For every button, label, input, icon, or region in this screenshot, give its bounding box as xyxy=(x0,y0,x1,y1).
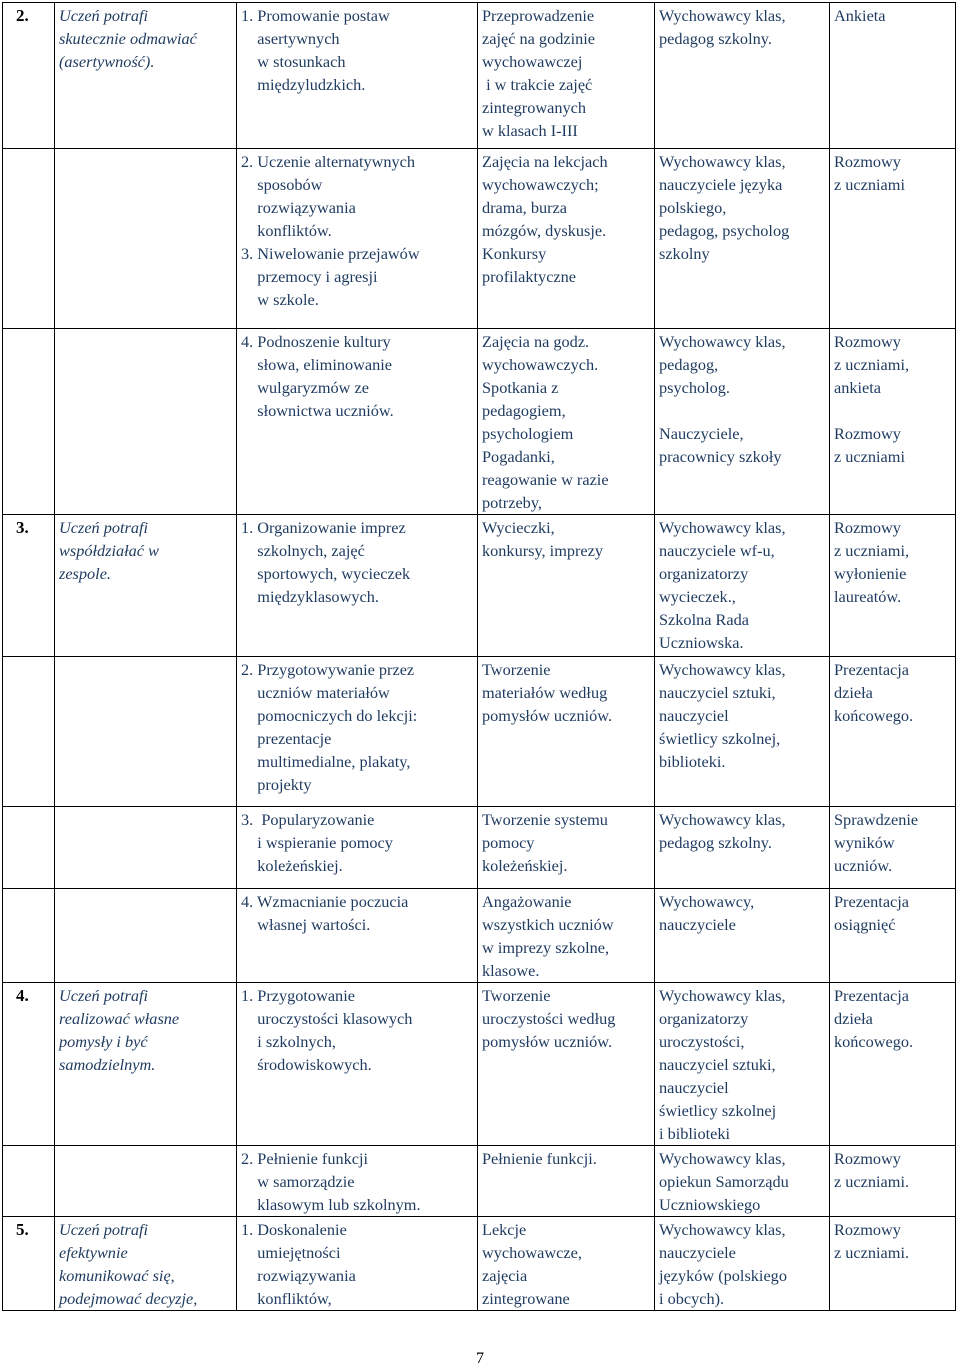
cell-task-text xyxy=(237,807,478,889)
evaluation-text-line: Rozmowy xyxy=(834,424,901,443)
table-row xyxy=(3,889,956,983)
cell-goal-number xyxy=(3,983,55,1146)
cell-goal-text xyxy=(55,3,237,149)
cell-goal-number xyxy=(3,889,55,983)
cell-evaluation-text xyxy=(830,329,956,515)
responsible-text-line: Wychowawcy, xyxy=(659,892,755,911)
cell-evaluation-text xyxy=(830,1146,956,1217)
method-text-line: w imprezy szkolne, xyxy=(482,938,610,957)
task-text-line: środowiskowych. xyxy=(241,1055,372,1074)
task-text-line: wulgaryzmów ze xyxy=(241,378,369,397)
goal-text-line: Uczeń potrafi xyxy=(59,1220,149,1239)
method-text-line: wychowawczych. xyxy=(482,355,599,374)
evaluation-text-line: Prezentacja xyxy=(834,892,910,911)
task-text-line: koleżeńskiej. xyxy=(241,856,343,875)
table-row xyxy=(3,329,956,515)
cell-method-text xyxy=(478,149,655,329)
evaluation-text-line: z uczniami. xyxy=(834,1172,910,1191)
responsible-text-line: Wychowawcy klas, xyxy=(659,6,786,25)
cell-responsible-text xyxy=(655,3,830,149)
responsible-text-line: opiekun Samorządu xyxy=(659,1172,789,1191)
method-text-line: Przeprowadzenie xyxy=(482,6,595,25)
task-text-line: rozwiązywania xyxy=(241,198,356,217)
task-text-line: multimedialne, plakaty, xyxy=(241,752,411,771)
page-number: 7 xyxy=(476,1350,484,1367)
goal-number xyxy=(16,808,50,831)
task-text-line: i wspieranie pomocy xyxy=(241,833,393,852)
responsible-text-line: i biblioteki xyxy=(659,1124,730,1143)
cell-responsible-text xyxy=(655,807,830,889)
goal-number xyxy=(16,658,50,681)
evaluation-text-line: Ankieta xyxy=(834,6,886,25)
task-text-line: pomocniczych do lekcji: xyxy=(241,706,418,725)
cell-task-text xyxy=(237,1146,478,1217)
evaluation-text-line: z uczniami, xyxy=(834,355,910,374)
task-text-line: umiejętności xyxy=(241,1243,341,1262)
cell-responsible-text xyxy=(655,889,830,983)
cell-goal-number xyxy=(3,657,55,807)
cell-responsible-text xyxy=(655,983,830,1146)
task-text-line: uroczystości klasowych xyxy=(241,1009,413,1028)
table-row xyxy=(3,149,956,329)
cell-goal-number xyxy=(3,3,55,149)
goal-text-line: Uczeń potrafi xyxy=(59,518,149,537)
cell-goal-text xyxy=(55,1146,237,1217)
method-text-line: zajęcia xyxy=(482,1266,528,1285)
evaluation-text-line: uczniów. xyxy=(834,856,893,875)
goal-number xyxy=(16,1147,50,1170)
goal-number: 5. xyxy=(16,1220,29,1239)
method-text-line: Zajęcia na godz. xyxy=(482,332,590,351)
responsible-text-line: Wychowawcy klas, xyxy=(659,986,786,1005)
evaluation-text-line: końcowego. xyxy=(834,1032,914,1051)
method-text-line: wychowawczej xyxy=(482,52,583,71)
goal-number: 2. xyxy=(16,6,29,25)
responsible-text-line: nauczyciele wf-u, xyxy=(659,541,775,560)
method-text-line: pomysłów uczniów. xyxy=(482,1032,613,1051)
cell-method-text xyxy=(478,889,655,983)
method-text-line: Konkursy xyxy=(482,244,547,263)
task-text-line: międzyklasowych. xyxy=(241,587,379,606)
task-text-line: 4. Podnoszenie kultury xyxy=(241,332,391,351)
task-text-line: 1. Przygotowanie xyxy=(241,986,355,1005)
method-text-line: potrzeby, xyxy=(482,493,542,512)
evaluation-text-line xyxy=(834,399,951,422)
responsible-text-line: psycholog. xyxy=(659,378,730,397)
responsible-text-line: Nauczyciele, xyxy=(659,424,744,443)
method-text-line: Angażowanie xyxy=(482,892,572,911)
responsible-text-line: Wychowawcy klas, xyxy=(659,518,786,537)
responsible-text-line: biblioteki. xyxy=(659,752,726,771)
cell-goal-text xyxy=(55,329,237,515)
table-row xyxy=(3,1217,956,1311)
task-text-line: klasowym lub szkolnym. xyxy=(241,1195,421,1214)
goal-text-line: realizować własne xyxy=(59,1009,180,1028)
cell-evaluation-text xyxy=(830,149,956,329)
responsible-text-line: języków (polskiego xyxy=(659,1266,787,1285)
evaluation-text-line: ankieta xyxy=(834,378,882,397)
evaluation-text-line: Prezentacja xyxy=(834,660,910,679)
task-text-line: 3. Popularyzowanie xyxy=(241,810,375,829)
task-text-line: szkolnych, zajęć xyxy=(241,541,365,560)
responsible-text-line: Wychowawcy klas, xyxy=(659,810,786,829)
goal-text-line: podejmować decyzje, xyxy=(59,1289,198,1308)
cell-evaluation-text xyxy=(830,807,956,889)
method-text-line: psychologiem xyxy=(482,424,574,443)
method-text-line: wszystkich uczniów xyxy=(482,915,614,934)
method-text-line: w klasach I-III xyxy=(482,121,578,140)
cell-method-text xyxy=(478,983,655,1146)
method-text-line: Wycieczki, xyxy=(482,518,555,537)
method-text-line: zintegrowane xyxy=(482,1289,570,1308)
evaluation-text-line: laureatów. xyxy=(834,587,902,606)
responsible-text-line xyxy=(659,399,825,422)
goal-text-line: zespole. xyxy=(59,564,111,583)
goal-number xyxy=(16,890,50,913)
task-text-line: 2. Przygotowywanie przez xyxy=(241,660,415,679)
task-text-line: międzyludzkich. xyxy=(241,75,366,94)
cell-evaluation-text xyxy=(830,983,956,1146)
cell-evaluation-text xyxy=(830,3,956,149)
cell-goal-text xyxy=(55,515,237,657)
responsible-text-line: organizatorzy xyxy=(659,564,749,583)
method-text-line: konkursy, imprezy xyxy=(482,541,604,560)
responsible-text-line: pracownicy szkoły xyxy=(659,447,782,466)
cell-goal-number xyxy=(3,1217,55,1311)
method-text-line: Tworzenie xyxy=(482,660,551,679)
method-text-line: reagowanie w razie xyxy=(482,470,609,489)
responsible-text-line: Wychowawcy klas, xyxy=(659,332,786,351)
cell-responsible-text xyxy=(655,149,830,329)
task-text-line: konfliktów. xyxy=(241,221,332,240)
task-text-line: własnej wartości. xyxy=(241,915,371,934)
responsible-text-line: Wychowawcy klas, xyxy=(659,1220,786,1239)
task-text-line: słowa, eliminowanie xyxy=(241,355,393,374)
cell-goal-number xyxy=(3,149,55,329)
cell-goal-number xyxy=(3,515,55,657)
method-text-line: Tworzenie systemu xyxy=(482,810,608,829)
cell-goal-number xyxy=(3,807,55,889)
responsible-text-line: pedagog szkolny. xyxy=(659,833,772,852)
task-text-line: prezentacje xyxy=(241,729,332,748)
evaluation-text-line: z uczniami. xyxy=(834,1243,910,1262)
cell-goal-text xyxy=(55,149,237,329)
responsible-text-line: Wychowawcy klas, xyxy=(659,1149,786,1168)
task-text-line: sposobów xyxy=(241,175,323,194)
method-text-line: materiałów według xyxy=(482,683,608,702)
goal-number: 3. xyxy=(16,518,29,537)
method-text-line: Pełnienie funkcji. xyxy=(482,1149,597,1168)
responsible-text-line: nauczyciel xyxy=(659,706,729,725)
responsible-text-line: wycieczek., xyxy=(659,587,736,606)
task-text-line: 2. Pełnienie funkcji xyxy=(241,1149,369,1168)
cell-goal-number xyxy=(3,329,55,515)
cell-task-text xyxy=(237,657,478,807)
table-row xyxy=(3,1146,956,1217)
cell-evaluation-text xyxy=(830,515,956,657)
method-text-line: klasowe. xyxy=(482,961,540,980)
goal-number xyxy=(16,330,50,353)
evaluation-text-line: z uczniami, xyxy=(834,541,910,560)
cell-responsible-text xyxy=(655,515,830,657)
goal-number xyxy=(16,150,50,173)
cell-responsible-text xyxy=(655,1217,830,1311)
task-text-line: 1. Promowanie postaw xyxy=(241,6,390,25)
evaluation-text-line: osiągnięć xyxy=(834,915,896,934)
responsible-text-line: polskiego, xyxy=(659,198,727,217)
responsible-text-line: Uczniowska. xyxy=(659,633,744,652)
responsible-text-line: nauczyciele xyxy=(659,915,736,934)
cell-evaluation-text xyxy=(830,889,956,983)
goal-text-line: współdziałać w xyxy=(59,541,159,560)
cell-responsible-text xyxy=(655,657,830,807)
cell-goal-text xyxy=(55,807,237,889)
cell-responsible-text xyxy=(655,1146,830,1217)
method-text-line: Spotkania z xyxy=(482,378,559,397)
task-text-line: asertywnych xyxy=(241,29,340,48)
evaluation-text-line: Rozmowy xyxy=(834,152,901,171)
method-text-line: Zajęcia na lekcjach xyxy=(482,152,608,171)
method-text-line: uroczystości według xyxy=(482,1009,616,1028)
evaluation-text-line: Rozmowy xyxy=(834,518,901,537)
cell-task-text xyxy=(237,149,478,329)
method-text-line: wychowawcze, xyxy=(482,1243,582,1262)
method-text-line: zajęć na godzinie xyxy=(482,29,595,48)
responsible-text-line: Wychowawcy klas, xyxy=(659,152,786,171)
goal-text-line: samodzielnym. xyxy=(59,1055,156,1074)
goal-text-line: pomysły i być xyxy=(59,1032,148,1051)
responsible-text-line: pedagog, psycholog xyxy=(659,221,790,240)
responsible-text-line: organizatorzy xyxy=(659,1009,749,1028)
cell-responsible-text xyxy=(655,329,830,515)
cell-task-text xyxy=(237,329,478,515)
responsible-text-line: uroczystości, xyxy=(659,1032,745,1051)
goal-number: 4. xyxy=(16,986,29,1005)
method-text-line: Tworzenie xyxy=(482,986,551,1005)
method-text-line: Pogadanki, xyxy=(482,447,555,466)
task-text-line: słownictwa uczniów. xyxy=(241,401,394,420)
task-text-line: w samorządzie xyxy=(241,1172,355,1191)
task-text-line: sportowych, wycieczek xyxy=(241,564,411,583)
cell-goal-text xyxy=(55,983,237,1146)
responsible-text-line: nauczyciel sztuki, xyxy=(659,1055,776,1074)
cell-task-text xyxy=(237,983,478,1146)
task-text-line: 1. Doskonalenie xyxy=(241,1220,347,1239)
responsible-text-line: pedagog szkolny. xyxy=(659,29,772,48)
responsible-text-line: nauczyciel xyxy=(659,1078,729,1097)
evaluation-text-line: z uczniami xyxy=(834,447,905,466)
evaluation-text-line: Rozmowy xyxy=(834,332,901,351)
responsible-text-line: świetlicy szkolnej, xyxy=(659,729,781,748)
goal-text-line: komunikować się, xyxy=(59,1266,175,1285)
cell-task-text xyxy=(237,1217,478,1311)
responsible-text-line: świetlicy szkolnej xyxy=(659,1101,777,1120)
responsible-text-line: Wychowawcy klas, xyxy=(659,660,786,679)
evaluation-text-line: końcowego. xyxy=(834,706,914,725)
responsible-text-line: szkolny xyxy=(659,244,710,263)
cell-method-text xyxy=(478,807,655,889)
cell-method-text xyxy=(478,329,655,515)
cell-method-text xyxy=(478,1217,655,1311)
evaluation-text-line: Rozmowy xyxy=(834,1220,901,1239)
evaluation-text-line: wyników xyxy=(834,833,895,852)
plan-table-body xyxy=(3,3,956,1311)
task-text-line: w szkole. xyxy=(241,290,319,309)
goal-text-line: skutecznie odmawiać xyxy=(59,29,197,48)
goal-text-line: (asertywność). xyxy=(59,52,155,71)
method-text-line: mózgów, dyskusje. xyxy=(482,221,607,240)
cell-method-text xyxy=(478,3,655,149)
cell-task-text xyxy=(237,515,478,657)
plan-table xyxy=(2,2,956,1311)
evaluation-text-line: wyłonienie xyxy=(834,564,907,583)
evaluation-text-line: Prezentacja xyxy=(834,986,910,1005)
table-row xyxy=(3,807,956,889)
goal-text-line: efektywnie xyxy=(59,1243,128,1262)
task-text-line: i szkolnych, xyxy=(241,1032,336,1051)
table-row xyxy=(3,657,956,807)
responsible-text-line: nauczyciele xyxy=(659,1243,736,1262)
cell-goal-number xyxy=(3,1146,55,1217)
task-text-line: uczniów materiałów xyxy=(241,683,390,702)
cell-method-text xyxy=(478,657,655,807)
method-text-line: Lekcje xyxy=(482,1220,527,1239)
responsible-text-line: Uczniowskiego xyxy=(659,1195,761,1214)
task-text-line: przemocy i agresji xyxy=(241,267,378,286)
responsible-text-line: nauczyciel sztuki, xyxy=(659,683,776,702)
table-row xyxy=(3,983,956,1146)
task-text-line: projekty xyxy=(241,775,312,794)
method-text-line: zintegrowanych xyxy=(482,98,586,117)
cell-goal-text xyxy=(55,1217,237,1311)
cell-method-text xyxy=(478,515,655,657)
method-text-line: pomysłów uczniów. xyxy=(482,706,613,725)
goal-text-line: Uczeń potrafi xyxy=(59,986,149,1005)
method-text-line: i w trakcie zajęć xyxy=(482,75,593,94)
task-text-line: w stosunkach xyxy=(241,52,346,71)
responsible-text-line: i obcych). xyxy=(659,1289,725,1308)
table-row xyxy=(3,515,956,657)
evaluation-text-line: dzieła xyxy=(834,1009,873,1028)
responsible-text-line: Szkolna Rada xyxy=(659,610,749,629)
table-row xyxy=(3,3,956,149)
cell-evaluation-text xyxy=(830,657,956,807)
task-text-line: 2. Uczenie alternatywnych xyxy=(241,152,416,171)
cell-task-text xyxy=(237,3,478,149)
method-text-line: pedagogiem, xyxy=(482,401,566,420)
evaluation-text-line: z uczniami xyxy=(834,175,905,194)
cell-task-text xyxy=(237,889,478,983)
cell-method-text xyxy=(478,1146,655,1217)
responsible-text-line: pedagog, xyxy=(659,355,719,374)
method-text-line: pomocy xyxy=(482,833,535,852)
method-text-line: koleżeńskiej. xyxy=(482,856,568,875)
goal-text-line: Uczeń potrafi xyxy=(59,6,149,25)
method-text-line: profilaktyczne xyxy=(482,267,577,286)
evaluation-text-line: Rozmowy xyxy=(834,1149,901,1168)
task-text-line: 3. Niwelowanie przejawów xyxy=(241,244,420,263)
task-text-line: 4. Wzmacnianie poczucia xyxy=(241,892,409,911)
cell-evaluation-text xyxy=(830,1217,956,1311)
task-text-line: rozwiązywania xyxy=(241,1266,356,1285)
cell-goal-text xyxy=(55,889,237,983)
evaluation-text-line: dzieła xyxy=(834,683,873,702)
method-text-line: wychowawczych; xyxy=(482,175,599,194)
cell-goal-text xyxy=(55,657,237,807)
method-text-line: drama, burza xyxy=(482,198,567,217)
task-text-line: konfliktów, xyxy=(241,1289,332,1308)
evaluation-text-line: Sprawdzenie xyxy=(834,810,919,829)
responsible-text-line: nauczyciele języka xyxy=(659,175,783,194)
task-text-line: 1. Organizowanie imprez xyxy=(241,518,406,537)
